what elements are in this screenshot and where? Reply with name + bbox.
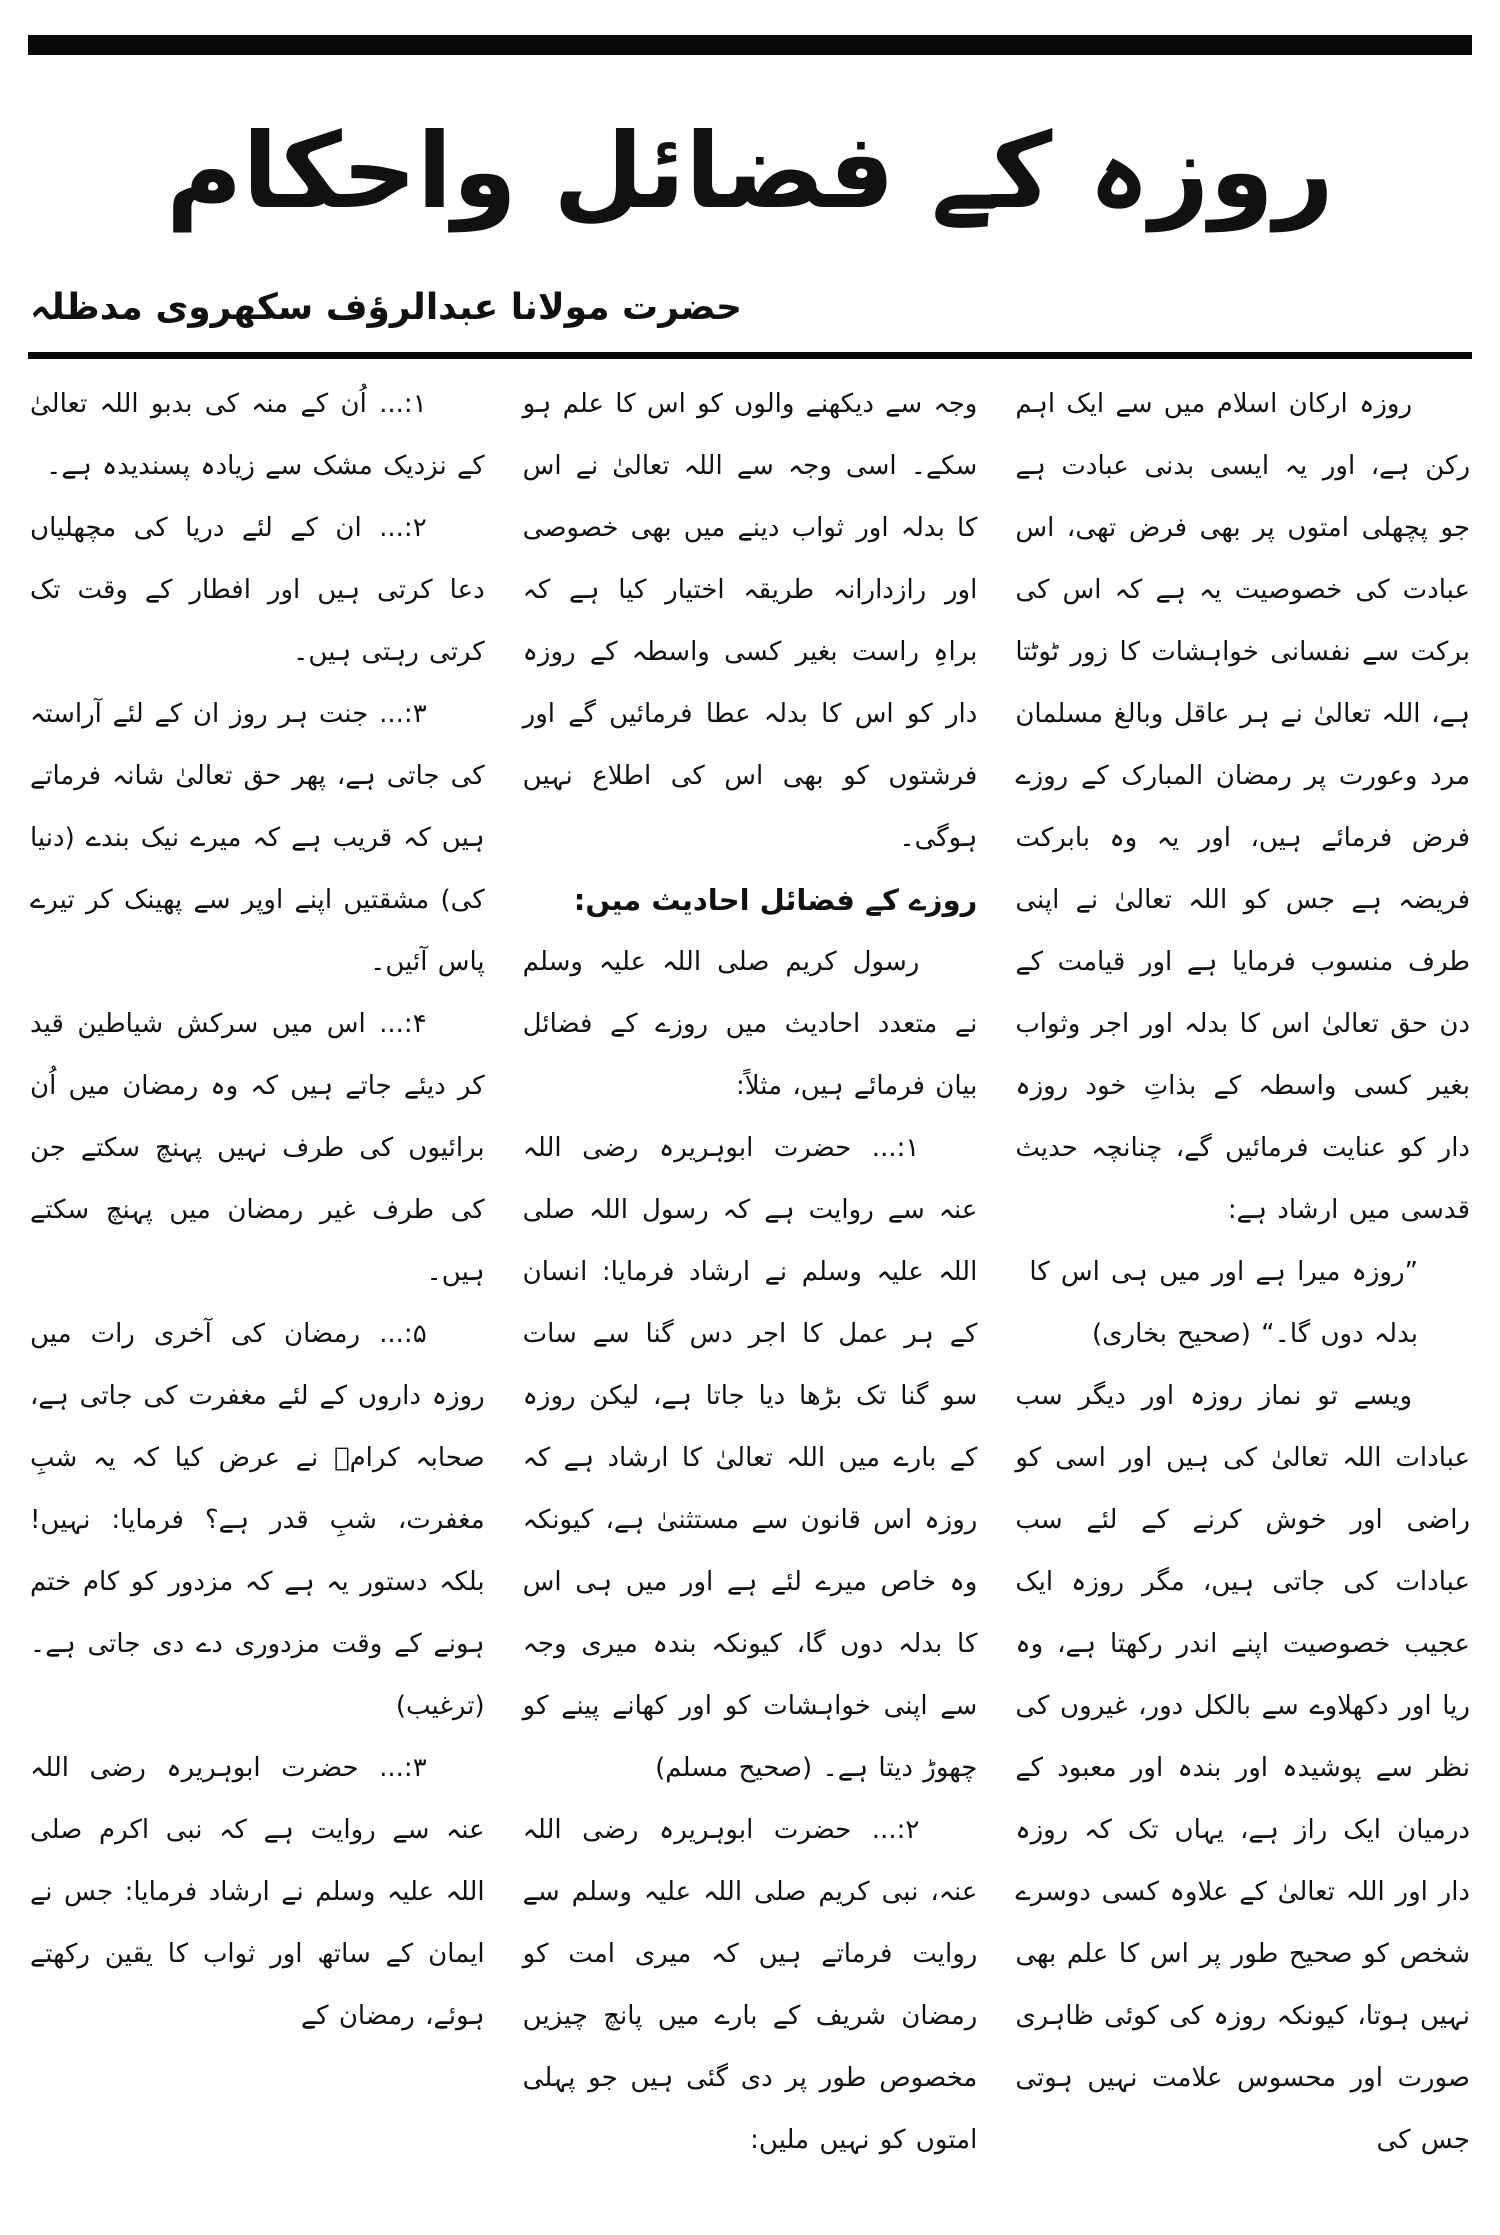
five-things-item-3: ۳:... جنت ہر روز ان کے لئے آراستہ کی جاتی ہے، پھر حق تعالیٰ شانہ فرماتے ہیں کہ قریب ہے کہ میرے نیک بندے (دنیا کی) مشقتیں اپنے اوپر سے پھینک کر تیرے پاس آئیں۔ — [29, 699, 485, 977]
column-middle — [523, 373, 978, 2171]
five-things-item-2: ۲:... ان کے لئے دریا کی مچھلیاں دعا کرتی ہیں اور افطار کے وقت تک کرتی رہتی ہیں۔ — [29, 513, 485, 667]
column-right — [1015, 373, 1470, 2171]
article-page — [0, 35, 1500, 2235]
section-heading-virtues-in-hadith: روزے کے فضائل احادیث میں: — [573, 883, 978, 917]
column-left — [30, 373, 485, 2171]
paragraph-secret-of-fasting: ویسے تو نماز روزہ اور دیگر سب عبادات اللہ تعالیٰ کی ہیں اور اسی کو راضی اور خوش کرنے کے لئے سب عبادات کی جاتی ہیں، مگر روزہ ایک عجیب خصوصیت اپنے اندر رکھتا ہے، وہ ریا اور دکھلاوے سے بالکل دور، غیروں کی نظر سے پوشیدہ اور بندہ اور معبود کے درمیان ایک راز ہے، یہاں تک کہ روزہ دار اور اللہ تعالیٰ کے علاوہ کسی دوسرے شخص کو صحیح طور پر اس کا علم بھی نہیں ہوتا، کیونکہ روزہ کی کوئی ظاہری صورت اور محسوس علامت نہیں ہوتی جس کی — [1015, 1381, 1470, 2155]
paragraph-hadith-intro: رسول کریم صلی اللہ علیہ وسلم نے متعدد احادیث میں روزے کے فضائل بیان فرمائے ہیں، مثلاً: — [522, 947, 978, 1101]
page-title: روزہ کے فضائل واحکام — [166, 110, 1334, 232]
five-things-item-1: ۱:... اُن کے منہ کی بدبو اللہ تعالیٰ کے نزدیک مشک سے زیادہ پسندیدہ ہے۔ — [29, 389, 485, 481]
five-things-item-5: ۵:... رمضان کی آخری رات میں روزہ داروں کے لئے مغفرت کی جاتی ہے، صحابہ کرامؓ نے عرض کیا کہ یہ شبِ مغفرت، شبِ قدر ہے؟ فرمایا: نہیں! بلکہ دستور یہ ہے کہ مزدور کو کام ختم ہونے کے وقت مزدوری دے دی جاتی ہے۔ (ترغیب) — [29, 1319, 485, 1721]
hadith-item-3: ۳:... حضرت ابوہریرہ رضی اللہ عنہ سے روایت ہے کہ نبی اکرم صلی اللہ علیہ وسلم نے ارشاد فرمایا: جس نے ایمان کے ساتھ اور ثواب کا یقین رکھتے ہوئے، رمضان کے — [29, 1753, 485, 2031]
paragraph-intro: روزہ ارکان اسلام میں سے ایک اہم رکن ہے، اور یہ ایسی بدنی عبادت ہے جو پچھلی امتوں پر بھی فرض تھی، اس عبادت کی خصوصیت یہ ہے کہ اس کی برکت سے نفسانی خواہشات کا زور ٹوٹتا ہے، اللہ تعالیٰ نے ہر عاقل وبالغ مسلمان مرد وعورت پر رمضان المبارک کے روزے فرض فرمائے ہیں، اور یہ وہ بابرکت فریضہ ہے جس کو اللہ تعالیٰ نے اپنی طرف منسوب فرمایا ہے اور قیامت کے دن حق تعالیٰ اس کا بدلہ اور اجر وثواب بغیر کسی واسطہ کے بذاتِ خود روزہ دار کو عنایت فرمائیں گے، چنانچہ حدیث قدسی میں ارشاد ہے: — [1015, 389, 1470, 1225]
hadith-item-2: ۲:... حضرت ابوہریرہ رضی اللہ عنہ، نبی کریم صلی اللہ علیہ وسلم سے روایت فرماتے ہیں کہ میری امت کو رمضان شریف کے بارے میں پانچ چیزیں مخصوص طور پر دی گئی ہیں جو پہلی امتوں کو نہیں ملیں: — [522, 1815, 978, 2155]
top-divider-bar — [28, 35, 1472, 55]
article-columns — [30, 373, 1470, 2171]
hadith-item-1: ۱:... حضرت ابوہریرہ رضی اللہ عنہ سے روایت ہے کہ رسول اللہ صلی اللہ علیہ وسلم نے ارشاد فرمایا: انسان کے ہر عمل کا اجر دس گنا سے سات سو گنا تک بڑھا دیا جاتا ہے، لیکن روزہ کے بارے میں اللہ تعالیٰ کا ارشاد ہے کہ روزہ اس قانون سے مستثنیٰ ہے، کیونکہ وہ خاص میرے لئے ہے اور میں ہی اس کا بدلہ دوں گا، کیونکہ بندہ میری وجہ سے اپنی خواہشات کو اور کھانے پینے کو چھوڑ دیتا ہے۔ (صحیح مسلم) — [522, 1133, 978, 1783]
five-things-item-4: ۴:... اس میں سرکش شیاطین قید کر دیئے جاتے ہیں کہ وہ رمضان میں اُن برائیوں کی طرف نہیں پہنچ سکتے جن کی طرف غیر رمضان میں پہنچ سکتے ہیں۔ — [29, 1009, 485, 1287]
hadith-qudsi-quote: ”روزہ میرا ہے اور میں ہی اس کا بدلہ دوں گا۔“ (صحیح بخاری) — [1029, 1257, 1418, 1349]
author-byline: حضرت مولانا عبدالرؤف سکھروی مدظلہ — [30, 287, 743, 328]
header-rule — [28, 352, 1472, 359]
paragraph-continuation: وجہ سے دیکھنے والوں کو اس کا علم ہو سکے۔ اسی وجہ سے اللہ تعالیٰ نے اس کا بدلہ اور ثواب دینے میں بھی خصوصی اور رازدارانہ طریقہ اختیار کیا ہے کہ براہِ راست بغیر کسی واسطہ کے روزہ دار کو اس کا بدلہ عطا فرمائیں گے اور فرشتوں کو بھی اس کی اطلاع نہیں ہوگی۔ — [522, 389, 978, 853]
